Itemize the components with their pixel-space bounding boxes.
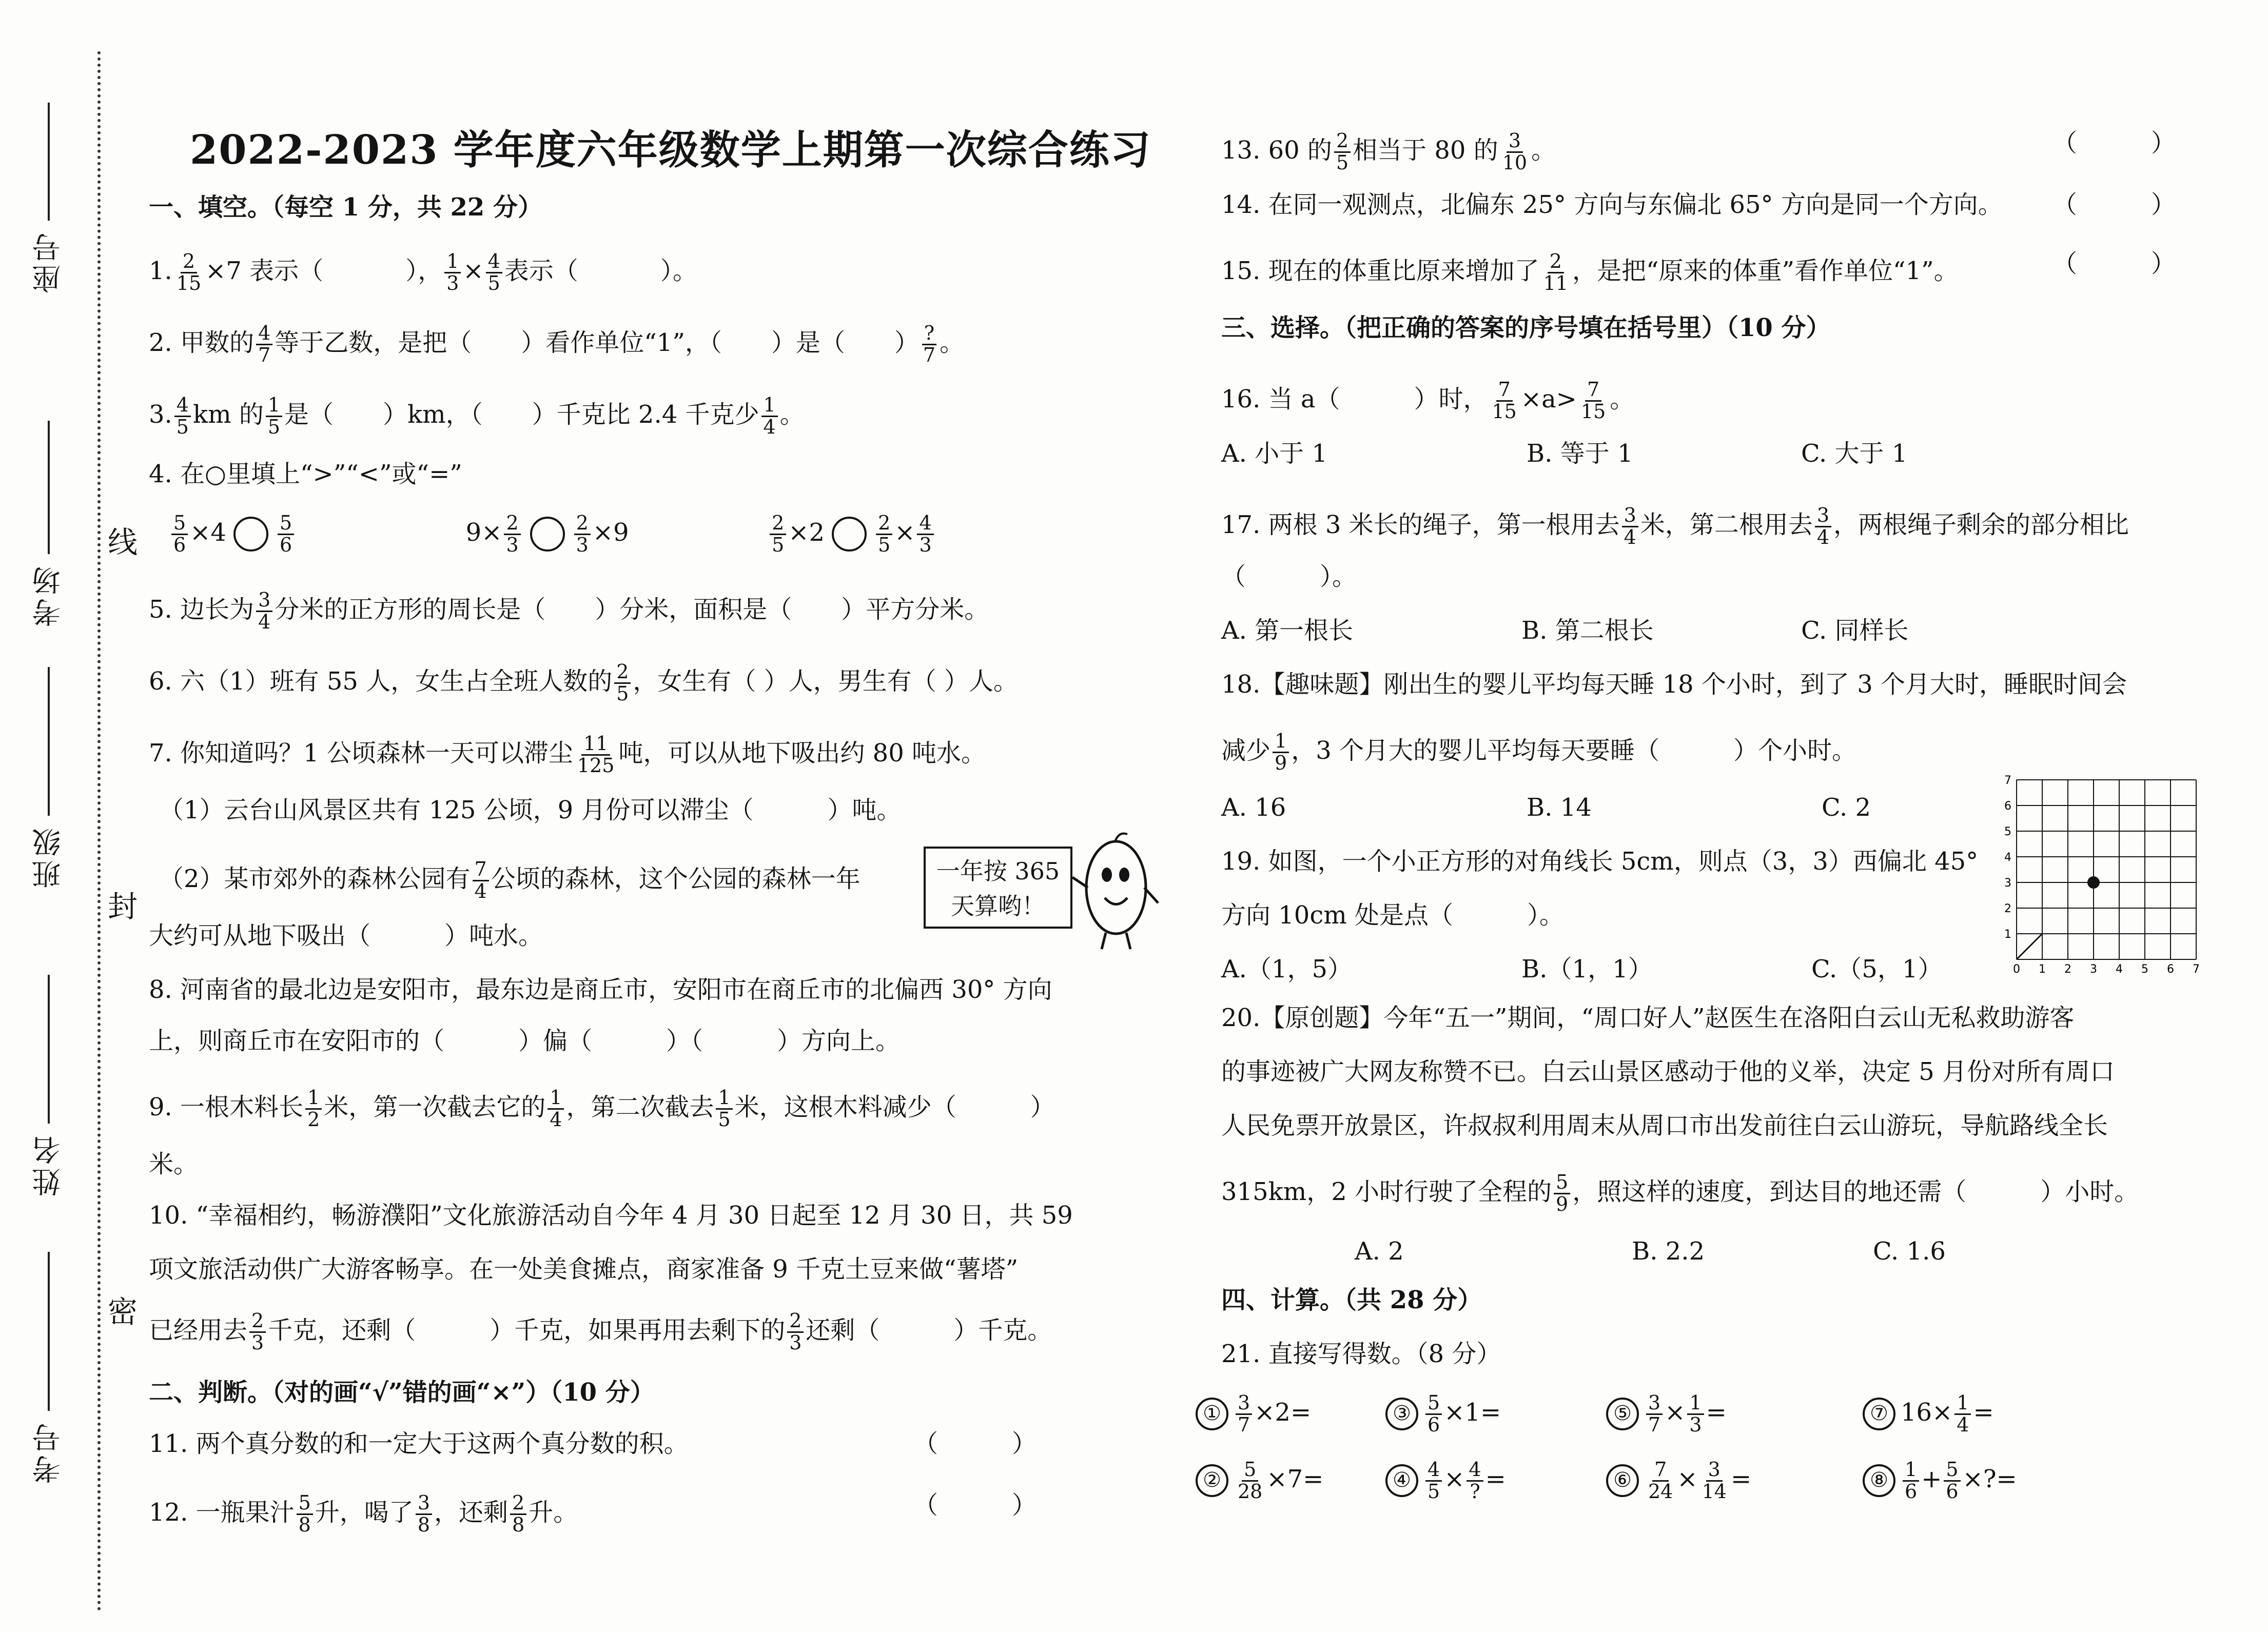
cut-word-secret: 密 [108,1294,138,1329]
section-choice-heading: 三、选择。（把正确的答案的序号填在括号里）（10 分） [1221,313,1831,342]
page-title: 2022-2023 学年度六年级数学上期第一次综合练习 [190,127,1151,173]
question-10: 10. “幸福相约，畅游濮阳”文化旅游活动自今年 4 月 30 日起至 12 月 30 日，共 59 [149,1201,1073,1230]
calc-item: ⑥ $\frac{7}{24}$ × $\frac{3}{14}$ = [1606,1460,1751,1502]
q16-option-a[interactable]: A. 小于 1 [1221,439,1327,468]
grid-x-tick-label: 4 [2116,963,2123,975]
q20-option-b[interactable]: B. 2.2 [1632,1237,1705,1266]
question-13: 13. 60 的 $\frac{2}{5}$ 相当于 80 的 $\frac{3}{10}$ 。 [1221,129,1556,174]
question-9: 9. 一根木料长 $\frac{1}{2}$ 米，第一次截去它的 $\frac{1}{4}$ ，第二次截去 $\frac{1}{5}$ 米，这根木料减少（ ） [149,1086,1055,1131]
question-20-line-2: 的事迹被广大网友称赞不已。白云山景区感动于他的义举，决定 5 月份对所有周口 [1221,1057,2115,1086]
q2-fraction-2: $\frac{?}{7}$ [921,323,937,366]
question-2: 2. 甲数的 $\frac{4}{7}$ 等于乙数，是把（ ）看作单位“1”，（ ）是（ ） $\frac{?}{7}$ 。 [149,322,965,366]
calc-item-number: ② [1196,1464,1228,1497]
hint-speech-bubble: 一年按 365 天算哟！ [924,847,1072,929]
q19-option-b[interactable]: B.（1，1） [1521,955,1653,984]
question-20-line-3: 人民免票开放景区，许叔叔利用周末从周口市出发前往白云山游玩，导航路线全长 [1221,1111,2108,1140]
grid-y-tick-label: 3 [2004,877,2011,890]
q19-grid-figure [2001,770,2206,975]
question-4-comparisons: $\frac{5}{6}$ ×4 $\frac{5}{6}$ 9× $\frac{2}{3}$ $\frac{2}{3}$ ×9 $\frac{2}{5}$ ×2 $\frac{2}{5}$ × $\frac{4}{3}$ [169,513,936,556]
calc-item: ⑦ 16× $\frac{1}{4}$ = [1863,1393,1994,1436]
exam-number-field [21,1252,77,1484]
seat-number-field [21,103,77,293]
question-15-answer-paren[interactable]: （ ） [2052,249,2176,278]
question-5: 5. 边长为 $\frac{3}{4}$ 分米的正方形的周长是（ ）分米，面积是（ ）平方分米。 [149,588,989,633]
seat-number-label: 座号 [32,230,65,293]
exam-room-label: 考场 [32,563,65,627]
grid-x-tick-label: 3 [2090,963,2097,975]
grid-y-tick-label: 2 [2004,902,2011,915]
calc-item-number: ③ [1385,1398,1418,1430]
question-18: 18.【趣味题】刚出生的婴儿平均每天睡 18 个小时，到了 3 个月大时，睡眠时间会 [1221,670,2127,699]
question-18-cont: 减少 $\frac{1}{9}$ ，3 个月大的婴儿平均每天要睡（ ）个小时。 [1221,730,1857,774]
calc-item: ① $\frac{3}{7}$ ×2= [1196,1393,1311,1436]
class-field [21,667,77,889]
q20-option-a[interactable]: A. 2 [1355,1237,1404,1266]
question-1: 1. $\frac{2}{15}$ ×7 表示（ ）， $\frac{1}{3}$ × $\frac{4}{5}$ 表示（ ）。 [149,250,697,294]
grid-x-tick-label: 1 [2039,963,2046,975]
grid-y-tick-label: 7 [2004,774,2011,787]
exam-number-blank[interactable] [48,1252,50,1411]
q3-fraction-2: $\frac{1}{5}$ [266,395,282,438]
calc-item-number: ⑦ [1863,1398,1895,1430]
class-blank[interactable] [48,667,50,816]
q1-fraction-3: $\frac{4}{5}$ [486,251,502,294]
q3-fraction-1: $\frac{4}{5}$ [174,395,191,438]
calc-item: ④ $\frac{4}{5}$ × $\frac{4}{?}$ = [1385,1460,1506,1502]
question-13-answer-paren[interactable]: （ ） [2052,129,2176,158]
q1-fraction-2: $\frac{1}{3}$ [444,251,461,294]
question-3: 3. $\frac{4}{5}$ km 的 $\frac{1}{5}$ 是（ ）km，（ ）千克比 2.4 千克少 $\frac{1}{4}$ 。 [149,394,805,438]
q17-option-c[interactable]: C. 同样长 [1801,616,1909,645]
calc-item-number: ⑧ [1863,1464,1895,1497]
name-label: 姓名 [32,1133,65,1196]
question-11: 11. 两个真分数的和一定大于这两个真分数的积。 [149,1429,689,1458]
question-16: 16. 当 a（ ）时， $\frac{7}{15}$ ×a> $\frac{7}{15}$ 。 [1221,378,1635,423]
question-20-line-4: 315km，2 小时行驶了全程的 $\frac{5}{9}$ ，照这样的速度，到达目的地还需（ ）小时。 [1221,1171,2139,1215]
calc-item-number: ⑤ [1606,1398,1639,1430]
calc-item: ⑧ $\frac{1}{6}$ + $\frac{5}{6}$ ×?= [1863,1460,2017,1502]
calc-item: ② $\frac{5}{28}$ ×7= [1196,1460,1323,1502]
point-3-3 [2087,876,2100,889]
question-17-cont: （ ）。 [1221,562,1357,591]
question-14: 14. 在同一观测点，北偏东 25° 方向与东偏北 65° 方向是同一个方向。 [1221,190,2003,219]
grid-y-tick-label: 6 [2004,800,2011,813]
question-20: 20.【原创题】今年“五一”期间，“周口好人”赵医生在洛阳白云山无私救助游客 [1221,1004,2075,1032]
question-21-instruction: 21. 直接写得数。（8 分） [1221,1340,1501,1368]
exam-number-label: 考号 [32,1420,65,1484]
grid-x-tick-label: 5 [2141,963,2148,975]
calc-item: ⑤ $\frac{3}{7}$ × $\frac{1}{3}$ = [1606,1393,1727,1436]
grid-y-tick-label: 1 [2004,928,2011,941]
grid-x-tick-label: 0 [2013,963,2020,975]
calc-item-number: ⑥ [1606,1464,1639,1497]
q20-option-c[interactable]: C. 1.6 [1873,1237,1946,1266]
question-8: 8. 河南省的最北边是安阳市，最东边是商丘市，安阳市在商丘市的北偏西 30° 方向 [149,975,1052,1004]
question-6: 6. 六（1）班有 55 人，女生占全班人数的 $\frac{2}{5}$ ，女生有（ ）人，男生有（ ）人。 [149,660,1018,705]
exam-room-blank[interactable] [48,421,50,554]
grid-x-tick-label: 7 [2193,963,2200,975]
question-12-answer-paren[interactable]: （ ） [913,1491,1037,1520]
compare-circle-2[interactable] [530,517,565,552]
q17-option-b[interactable]: B. 第二根长 [1521,616,1654,645]
question-8-cont: 上，则商丘市在安阳市的（ ）偏（ ）（ ）方向上。 [149,1027,901,1055]
class-label: 班级 [32,825,65,889]
grid-x-tick-label: 6 [2167,963,2174,975]
name-blank[interactable] [48,975,50,1124]
q16-option-b[interactable]: B. 等于 1 [1527,439,1633,468]
section-fill-in-heading: 一、填空。（每空 1 分，共 22 分） [149,193,543,222]
question-15: 15. 现在的体重比原来增加了 $\frac{2}{11}$ ，是把“原来的体重”看作单位“1”。 [1221,250,1959,294]
section-judgment-heading: 二、判断。（对的画“√”错的画“×”）（10 分） [149,1378,655,1407]
seat-number-blank[interactable] [48,103,50,221]
q2-fraction-1: $\frac{4}{7}$ [256,323,272,366]
question-12: 12. 一瓶果汁 $\frac{5}{8}$ 升，喝了 $\frac{3}{8}$ ，还剩 $\frac{2}{8}$ 升。 [149,1491,578,1536]
name-field [21,975,77,1196]
grid-x-tick-label: 2 [2064,963,2071,975]
q18-option-c[interactable]: C. 2 [1822,793,1871,822]
calc-item-number: ① [1196,1398,1228,1430]
question-10-line-3: 已经用去 $\frac{2}{3}$ 千克，还剩（ ）千克，如果再用去剩下的 $\frac{2}{3}$ 还剩（ ）千克。 [149,1309,1052,1354]
exam-room-field [21,421,77,627]
cut-word-seal: 封 [108,889,138,924]
q1-number: 1. [149,256,172,285]
question-7-part-2: （2）某市郊外的森林公园有 $\frac{7}{4}$ 公顷的森林，这个公园的森林一年 [159,858,861,902]
question-7-part-1: （1）云台山风景区共有 125 公顷，9 月份可以滞尘（ ）吨。 [159,796,902,824]
question-10-line-2: 项文旅活动供广大游客畅享。在一处美食摊点，商家准备 9 千克土豆来做“薯塔” [149,1255,1019,1284]
cut-word-line: 线 [108,525,138,560]
question-7-part-2-cont: 大约可从地下吸出（ ）吨水。 [149,921,543,950]
q17-option-a[interactable]: A. 第一根长 [1221,616,1354,645]
calc-item-number: ④ [1385,1464,1418,1497]
grid-y-tick-label: 5 [2004,825,2011,838]
q18-option-a[interactable]: A. 16 [1221,793,1286,822]
question-17: 17. 两根 3 米长的绳子，第一根用去 $\frac{3}{4}$ 米，第二根用去 $\frac{3}{4}$ ，两根绳子剩余的部分相比 [1221,504,2129,548]
q19-option-a[interactable]: A.（1，5） [1221,955,1353,984]
seal-cut-line [97,51,101,1611]
question-14-answer-paren[interactable]: （ ） [2052,190,2176,219]
question-7: 7. 你知道吗？1 公顷森林一天可以滞尘 $\frac{11}{125}$ 吨，可以从地下吸出约 80 吨水。 [149,732,986,777]
section-calc-heading: 四、计算。（共 28 分） [1221,1286,1482,1314]
question-9-cont: 米。 [149,1150,199,1178]
compare-circle-3[interactable] [832,517,867,552]
question-11-answer-paren[interactable]: （ ） [913,1429,1037,1458]
q1-fraction-1: $\frac{2}{15}$ [176,250,202,294]
q16-option-c[interactable]: C. 大于 1 [1801,439,1908,468]
q3-fraction-3: $\frac{1}{4}$ [761,395,778,438]
question-19-cont: 方向 10cm 处是点（ ）。 [1221,901,1564,930]
binding-margin [0,0,97,1632]
compare-circle-1[interactable] [233,517,268,552]
calc-item: ③ $\frac{5}{6}$ ×1= [1385,1393,1501,1436]
question-19: 19. 如图，一个小正方形的对角线长 5cm，则点（3，3）西偏北 45° [1221,847,1979,876]
q18-option-b[interactable]: B. 14 [1527,793,1592,822]
grid-y-tick-label: 4 [2004,851,2011,864]
potato-mascot-icon [1070,826,1162,954]
q19-option-c[interactable]: C.（5，1） [1811,955,1943,984]
question-4-instruction: 4. 在○里填上“>”“<”或“=” [149,460,462,488]
